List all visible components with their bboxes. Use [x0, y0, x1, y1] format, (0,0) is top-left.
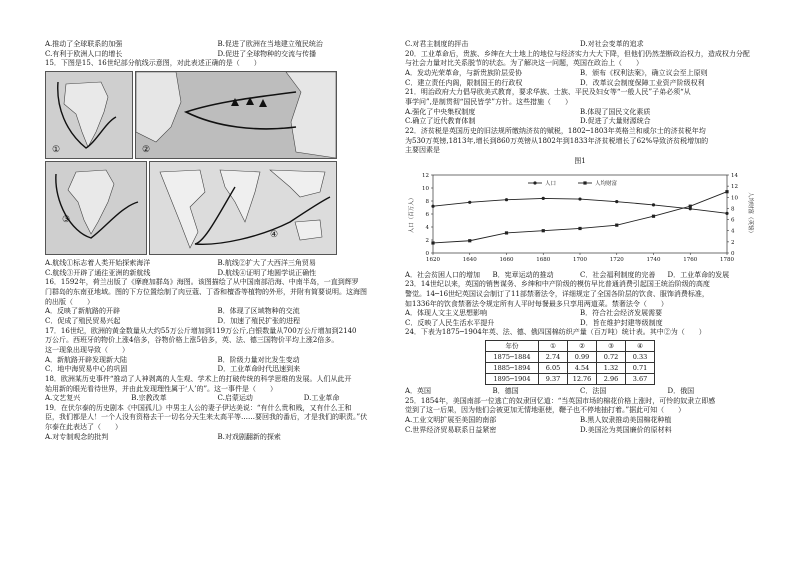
- route-map-2: [135, 71, 337, 159]
- x-tick-label: 1660: [499, 256, 514, 263]
- x-tick-label: 1640: [462, 256, 477, 263]
- q21-option-d: D.促进了大量财源统合: [580, 117, 651, 126]
- q18-line-1: 18．欧洲某历史事件“推动了人神剥离的人生观、学术上的打破传统的科学思维的发展。人们从此开: [45, 374, 352, 383]
- y-right-tick-label: 10: [731, 194, 738, 201]
- q25-line-2: 觉到了这一后果，因为他们会被更加无情地驱使，鞭子也不停地抽打着。”据此可知（ ）: [405, 406, 686, 415]
- q22-option-d: D．工业革命的发展: [667, 270, 730, 279]
- q22-line-1: 22．济贫税是英国历史的旧法规所缴纳济贫的赋税，1802─1803年英格兰和威尔士的济贫税年均: [405, 126, 706, 135]
- q18-option-d: D.工业革命: [303, 394, 340, 403]
- plot-frame: [433, 175, 727, 253]
- y-right-tick-label: 0: [731, 250, 735, 257]
- table-cell: 3.67: [626, 374, 655, 385]
- q20-line-2: 与社会力量对比关系脱节的状态。为了解决这一问题，英国在政治上（ ）: [405, 59, 643, 68]
- q18-option-c: C.启蒙运动: [217, 394, 253, 403]
- table-header-cell: ②: [568, 341, 597, 352]
- q17-option-d: D．工业革命时代迅速到来: [217, 365, 301, 374]
- table-cell: 2.74: [539, 352, 568, 363]
- table-row: [486, 374, 655, 385]
- q25-line-1: 25．1854年，美国南部一位逃亡的奴隶回忆道：“当英国市场的棉花价格上涨时，可怜的奴隶立即感: [405, 396, 716, 405]
- q14-options-row2: [45, 50, 390, 60]
- q21-options-row2: [405, 117, 755, 127]
- q17-option-a: A．新航路开辟发现新大陆: [45, 355, 128, 364]
- table-cell: 0.99: [568, 352, 597, 363]
- q17-option-b: B．阶级力量对比发生变动: [217, 355, 300, 364]
- y-right-tick-label: 6: [731, 217, 735, 224]
- map-label-2: ②: [142, 144, 151, 155]
- q16-option-c: C．促成了殖民贸易兴起: [45, 316, 121, 325]
- indian-ocean-route-map: [46, 162, 146, 254]
- q21-line-1: 21．明治政府大力倡导欧美式教育，要求华族、士族、平民及妇女等“一般人民”子弟必须“从: [405, 88, 691, 97]
- q14-option-c: C.有利于欧洲人口的增长: [45, 49, 123, 58]
- africa-route-map: [46, 72, 132, 158]
- series-point: [468, 239, 471, 242]
- y-left-tick-label: 6: [425, 211, 429, 218]
- series-point: [725, 211, 728, 214]
- q20-option-d: D．改革议会制度保障工业资产阶级权利: [580, 78, 705, 87]
- series-point: [468, 200, 471, 203]
- q18-line-2: 始用新的眼光看待世界，并由此发现理性属于‘人’的”。这一事件是（ ）: [45, 384, 278, 393]
- atlantic-route-map: [136, 72, 336, 158]
- q20-line-1: 20．工业革命后，贵族、乡绅在大土地上的地位与经济实力大大下降，但他们仍然垄断政治权力，造成权力分配: [405, 49, 750, 58]
- q19-line-2: 臣，我们都是人！一个人没有资格去干一切名分天生来太高平等……要回我的番后，才是我们的职责。”伏: [45, 413, 368, 422]
- series-point: [615, 200, 618, 203]
- series-point: [542, 196, 545, 199]
- y-left-axis-label: 人口（百万人）: [409, 194, 415, 233]
- table-cell: 0.33: [626, 352, 655, 363]
- y-right-tick-label: 2: [731, 239, 735, 246]
- q25-option-b: B.黑人奴隶推动美国棉花种植: [580, 416, 672, 425]
- q18-option-b: B.宗教改革: [131, 394, 167, 403]
- table-cell: 0.71: [626, 363, 655, 374]
- route-map-4: [149, 161, 337, 255]
- q17-options-row2: [45, 365, 390, 375]
- q21-option-a: A.强化了中央集权制度: [405, 107, 476, 116]
- q25-options-row2: [405, 426, 755, 436]
- q16-option-d: D．加速了殖民扩张的进程: [217, 316, 301, 325]
- q19-options-row1: [45, 433, 390, 443]
- q16-option-a: A．反映了新航路的开辟: [45, 307, 121, 316]
- chart-title: 图1: [574, 156, 586, 165]
- y-right-tick-label: 4: [731, 228, 735, 235]
- x-tick-label: 1700: [573, 256, 587, 263]
- q17-option-c: C．地中海贸易中心的巩固: [45, 365, 128, 374]
- q18-option-a: A.文艺复兴: [45, 394, 81, 403]
- table-cell: 2.96: [597, 374, 626, 385]
- x-tick-label: 1740: [646, 256, 661, 263]
- q15-option-a: A.航线①标志着人类开始探索海洋: [45, 258, 151, 267]
- q17-options-row1: [45, 356, 390, 366]
- line-chart-svg: [405, 169, 755, 269]
- q23-line-3: 如1336年的饮食禁奢法令规定所有人平时每餐最多只享用两道菜。禁奢法令（ ）: [405, 299, 668, 308]
- table-row: [486, 352, 655, 363]
- q22-option-a: A．社会贫困人口的增加: [405, 270, 481, 279]
- table-cell: 12.76: [568, 374, 597, 385]
- q19-option-c: C.对君主制度的抨击: [405, 40, 469, 48]
- q19-option-d: D.对社会变革的追求: [580, 40, 644, 48]
- y-right-tick-label: 12: [731, 183, 738, 190]
- q22-line-3: 主要因素是: [405, 146, 440, 155]
- q21-option-b: B.体现了国民文化素质: [580, 107, 651, 116]
- x-tick-label: 1680: [536, 256, 551, 263]
- q23-options-row1: [405, 309, 755, 319]
- q19-line-3: 尔泰在此表达了（ ）: [45, 423, 122, 432]
- right-column: [405, 40, 755, 435]
- q21-line-2: 事学问”,是制贯彻“国民皆学”方针。这些措施（ ）: [405, 97, 572, 106]
- q16-options-row1: [45, 307, 390, 317]
- table-row: [486, 363, 655, 374]
- series-point: [431, 204, 434, 207]
- q23-option-b: B．符合社会经济发展需要: [580, 309, 663, 318]
- map-label-1: ①: [52, 144, 61, 155]
- q24-option-a: A．英国: [405, 387, 432, 396]
- legend-marker-1: [583, 181, 586, 184]
- q19-options-row2: [405, 40, 755, 50]
- q24-option-b: B．德国: [492, 387, 519, 396]
- q22-options: [405, 271, 755, 281]
- series-point: [578, 226, 581, 229]
- q15-options-row2: [45, 269, 390, 279]
- y-left-tick-label: 2: [425, 237, 429, 244]
- q22-option-b: B．宪章运动的推动: [492, 270, 554, 279]
- table-cell: 1875─1884: [486, 352, 539, 363]
- x-tick-label: 1720: [609, 256, 624, 263]
- series-point: [542, 229, 545, 232]
- series-point: [505, 231, 508, 234]
- q15-option-b: B.航线②扩大了大西洋三角贸易: [217, 258, 316, 267]
- table-header-cell: ④: [626, 341, 655, 352]
- q20-option-a: A．发动光荣革命，与新贵族阶层妥协: [405, 68, 523, 77]
- y-right-tick-label: 8: [731, 205, 735, 212]
- y-left-tick-label: 10: [422, 185, 429, 192]
- y-right-axis-label: 人均财富（英镑）: [747, 191, 753, 236]
- table-header-row: [486, 341, 655, 352]
- series-point: [725, 190, 728, 193]
- series-point: [689, 204, 692, 207]
- q25-option-d: D.美国沦为英国廉价的原材料: [580, 425, 672, 434]
- q17-line-3: 这一现象出现导致（ ）: [45, 345, 129, 354]
- map-label-4: ④: [270, 229, 279, 240]
- q23-option-a: A．体现人文主义思想影响: [405, 309, 488, 318]
- y-right-tick-label: 14: [731, 172, 738, 179]
- q21-option-c: C.确立了近代教育体制: [405, 117, 476, 126]
- series-point: [431, 241, 434, 244]
- q25-options-row1: [405, 416, 755, 426]
- map-label-3: ③: [62, 214, 71, 225]
- cotton-output-table: [485, 340, 655, 385]
- q20-options-row2: [405, 79, 755, 89]
- route-maps: [45, 71, 390, 257]
- table-cell: 1.32: [597, 363, 626, 374]
- q24-option-c: C．法国: [580, 387, 607, 396]
- series-point: [615, 223, 618, 226]
- q14-options-row1: [45, 40, 390, 50]
- q20-options-row1: [405, 69, 755, 79]
- q24-options: [405, 387, 755, 397]
- x-tick-label: 1620: [426, 256, 440, 263]
- q23-option-c: C．反映了人民生活水平提升: [405, 318, 495, 327]
- table-cell: 6.05: [539, 363, 568, 374]
- legend-label-0: 人口: [545, 180, 557, 187]
- q24-line: 24．下表为1875─1904年英、法、德、俄四国棉纺织产量（百万吨）统计表。其中②为（ ）: [405, 328, 706, 337]
- q25-option-a: A.工业文明扩展至美国的南部: [405, 416, 497, 425]
- y-left-tick-label: 12: [422, 172, 429, 179]
- series-point: [578, 197, 581, 200]
- left-column: [45, 40, 390, 442]
- q25-option-c: C.世界经济贸易联系日益紧密: [405, 425, 497, 434]
- q23-options-row2: [405, 319, 755, 329]
- route-map-1: [45, 71, 133, 159]
- q20-option-c: C．建立责任内阁，限制国王的行政权: [405, 78, 523, 87]
- q22-option-c: C．社会福利制度的完善: [580, 270, 656, 279]
- q19-option-b: B.对戏剧翻新的探索: [217, 432, 281, 441]
- table-cell: 4.54: [568, 363, 597, 374]
- q18-options: [45, 394, 390, 404]
- series-point: [505, 198, 508, 201]
- q14-option-b: B.促进了欧洲在当地建立殖民统治: [217, 40, 323, 48]
- q17-line-2: 万公斤。西班牙的物价上涨4倍多，谷物价格上涨5倍多，英、法、德三国物价平均上涨2倍多。: [45, 336, 339, 345]
- q14-option-d: D.促进了全球物种的交流与传播: [217, 49, 317, 58]
- q15-options-row1: [45, 259, 390, 269]
- q19-line-1: 19．在伏尔泰的历史剧本《中国孤儿》中男主人公的妻子伊达美说：“有什么贵和贱，又有什么王和: [45, 403, 352, 412]
- q14-option-a: A.推动了全球联系的加强: [45, 40, 123, 48]
- q21-options-row1: [405, 108, 755, 118]
- q23-line-1: 23．14世纪以来，英国的销售谋务、乡绅和中产阶级的模仿早比普通消费引起国王统治阶级的高度: [405, 280, 710, 289]
- q19-option-a: A.对专制观念的批判: [45, 432, 109, 441]
- q20-option-b: B．颁布《权利法案》，确立议会至上原则: [580, 68, 708, 77]
- legend-label-1: 人均财富: [595, 180, 618, 187]
- table-header-cell: ③: [597, 341, 626, 352]
- series-point: [652, 203, 655, 206]
- table-cell: 1895─1904: [486, 374, 539, 385]
- q16-line-1: 16．1592年，荷兰出版了《摩鹿加群岛》海图。该图描绘了从中国南部沿海、中南半岛，一直到辉罗: [45, 278, 359, 287]
- population-wealth-chart: [405, 169, 755, 269]
- y-left-tick-label: 4: [425, 224, 429, 231]
- q16-line-2: 门群岛的东南亚地域。图的下方位置绘制了肉豆蔻、丁香和檀香等植物的外形，并附有简要说明。这海图: [45, 287, 367, 296]
- table-header-cell: ①: [539, 341, 568, 352]
- q24-option-d: D．俄国: [667, 387, 695, 396]
- x-tick-label: 1780: [720, 256, 734, 263]
- table-header-cell: 年份: [486, 341, 539, 352]
- q16-options-row2: [45, 317, 390, 327]
- q15-stem: 15．下图是15、16世纪部分航线示意图，对此表述正确的是（ ）: [45, 59, 261, 68]
- q16-line-3: 的出版（ ）: [45, 297, 94, 306]
- q15-option-d: D.航线④证明了地圆学说正确性: [217, 268, 317, 277]
- table-cell: 9.37: [539, 374, 568, 385]
- route-map-3: [45, 161, 147, 255]
- q22-line-2: 为530万英镑,1813年,增长到860万英镑从1802年到1833年济贫税增长了62%导致济贫税增加的: [405, 136, 709, 145]
- table-cell: 1885─1894: [486, 363, 539, 374]
- x-tick-label: 1760: [683, 256, 698, 263]
- world-route-map: [150, 162, 336, 254]
- series-point: [652, 214, 655, 217]
- q23-option-d: D．旨在维护封建等级制度: [580, 318, 663, 327]
- q23-line-2: 警觉。14─16世纪英国议会制订了11部禁奢法令，详细规定了全国各阶层的饮食、服饰消费标准，: [405, 289, 709, 298]
- table-cell: 0.72: [597, 352, 626, 363]
- y-left-tick-label: 8: [425, 198, 429, 205]
- legend-marker-0: [533, 181, 536, 184]
- y-left-tick-label: 0: [425, 250, 429, 257]
- q15-option-c: C.航线③开辟了通往亚洲的新航线: [45, 268, 151, 277]
- q16-option-b: B．体现了区域物种的交流: [217, 307, 300, 316]
- q17-line-1: 17．16世纪，欧洲的黄金数量从大约55万公斤增加到119万公斤,白银数量从700万公斤增加到2140: [45, 326, 357, 335]
